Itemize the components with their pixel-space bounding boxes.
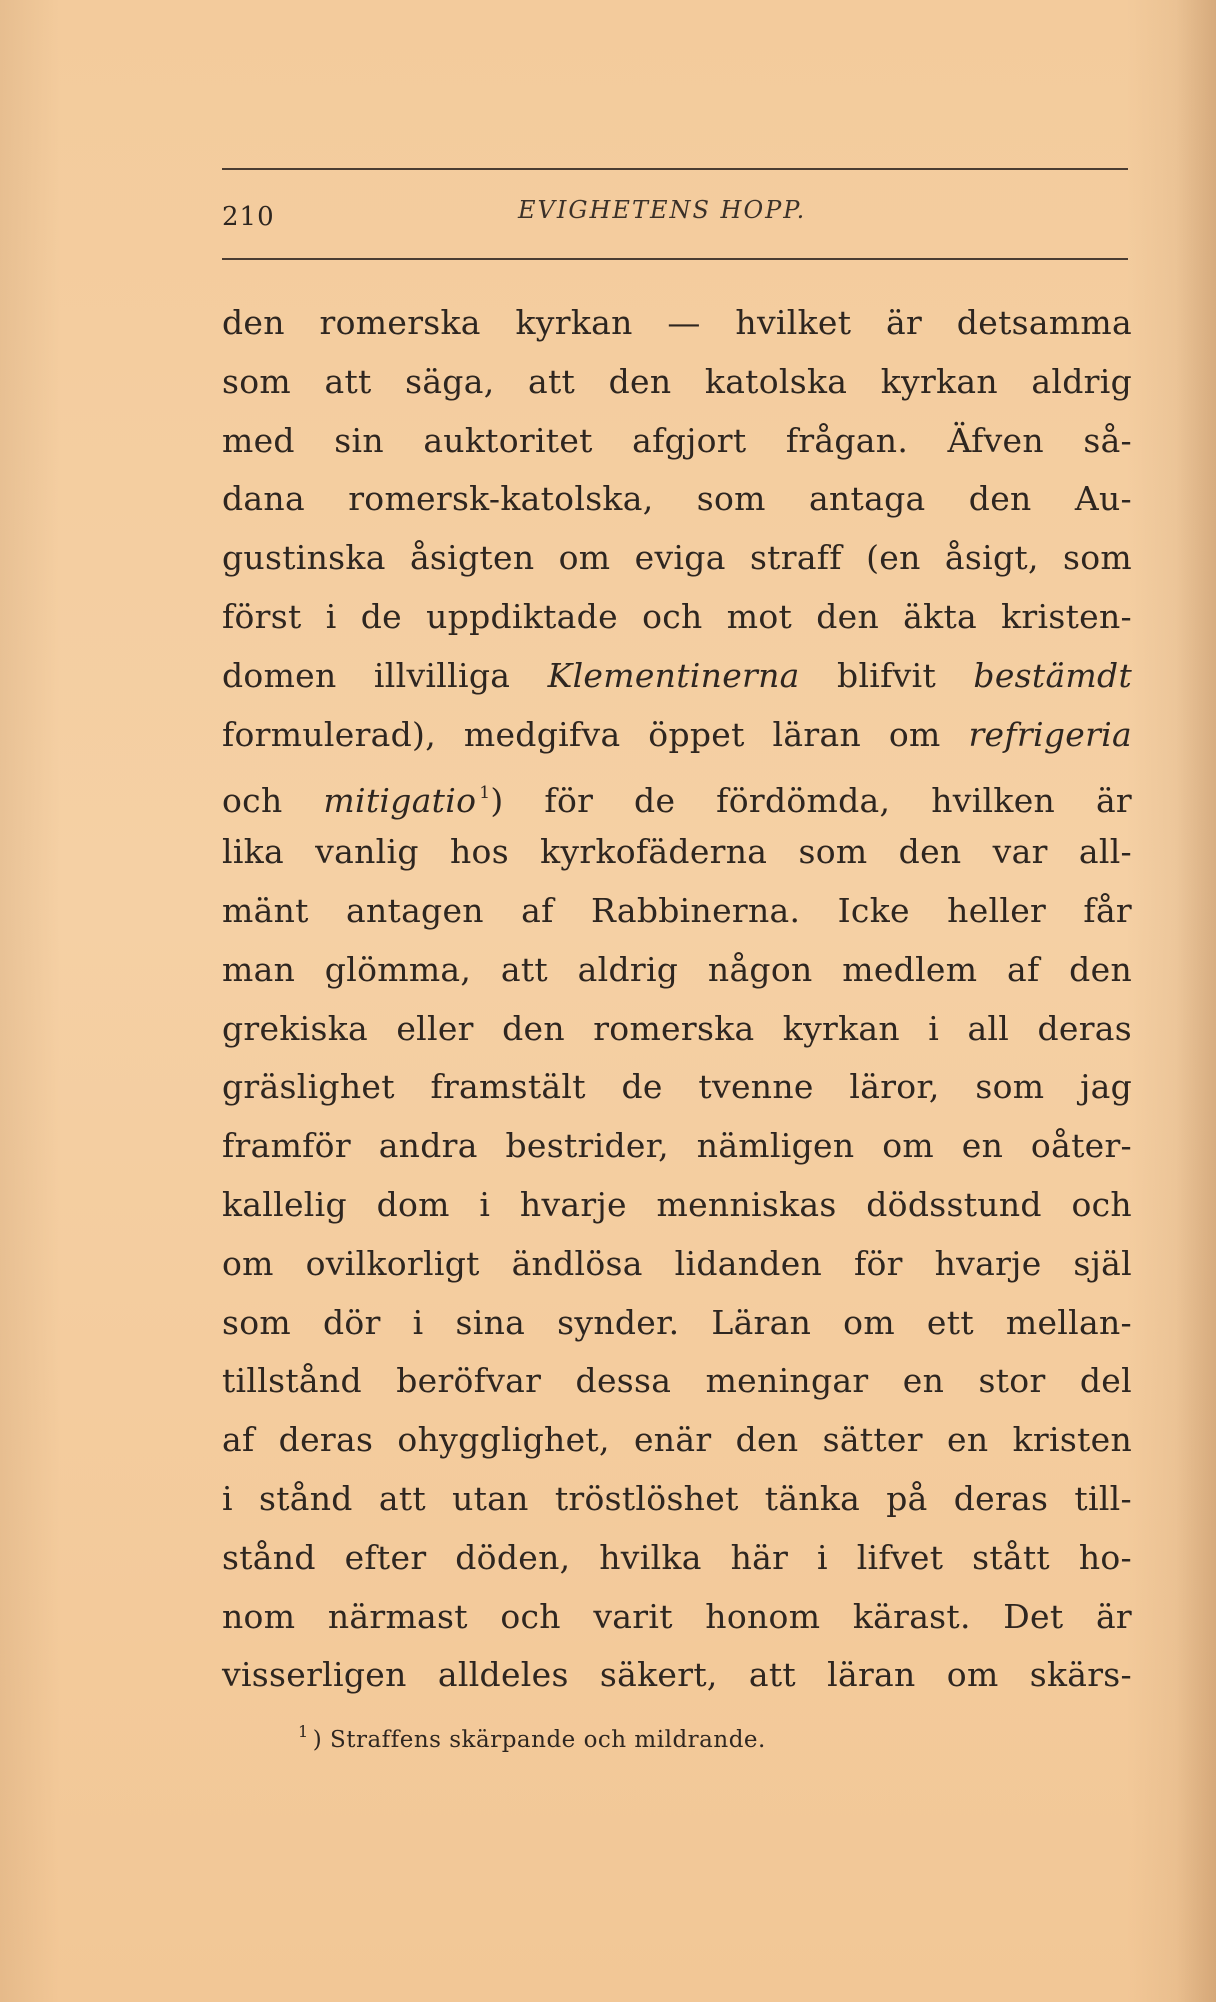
footnote-text: ) Straffens skärpande och mildrande. [312,1727,766,1753]
text-line: den romerska kyrkan — hvilket är detsamma [222,303,1132,342]
text-line: som att säga, att den katolska kyrkan aldrig [222,361,1132,401]
header-rule-bottom [222,258,1128,260]
text-line: gräslighet framstält de tvenne läror, som jag [222,1067,1132,1107]
text-line: om ovilkorligt ändlösa lidanden för hvarje själ [222,1243,1132,1283]
text-line: nom närmast och varit honom kärast. Det är [222,1596,1132,1636]
text-line: och mitigatio $^1$) för de fördömda, hvilken är [222,781,1133,821]
footnote [298,1722,766,1753]
text-line: dana romersk-katolska, som antaga den Au- [222,479,1132,519]
page-edge-shadow [1176,0,1216,2002]
text-line: grekiska eller den romerska kyrkan i all deras [222,1008,1132,1048]
text-line: tillstånd beröfvar dessa meningar en stor del [222,1361,1132,1401]
text-line: af deras ohygglighet, enär den sätter en kristen [222,1420,1132,1460]
text-line: i stånd att utan tröstlöshet tänka på deras till- [222,1478,1132,1518]
italic-term: mitigatio [323,781,477,821]
footnote-mark: 1 [298,1722,309,1741]
footnote-reference: 1 [479,783,491,804]
italic-term: refrigeria [968,714,1132,754]
text-line: med sin auktoritet afgjort frågan. Äfven så- [222,420,1132,460]
text-line: mänt antagen af Rabbinerna. Icke heller får [222,890,1132,930]
text-line: gustinska åsigten om eviga straff (en åsigt, som [222,538,1132,578]
italic-term: bestämdt [973,655,1133,695]
text-line: kallelig dom i hvarje menniskas dödsstund och [222,1184,1132,1224]
body-text [222,294,1132,1705]
text-line: domen illvilliga Klementinerna blifvit bestämdt [222,655,1133,695]
text-line: som dör i sina synder. Läran om ett mellan- [222,1302,1132,1342]
text-line: visserligen alldeles säkert, att läran om skärs- [222,1655,1132,1695]
header-rule-top [222,168,1128,170]
text-line: först i de uppdiktade och mot den äkta kristen- [222,596,1132,636]
text-line: man glömma, att aldrig någon medlem af den [222,949,1132,989]
italic-term: Klementinerna [547,655,800,695]
text-line: stånd efter döden, hvilka här i lifvet stått ho- [222,1537,1132,1577]
page-number: 210 [222,202,275,232]
text-line: lika vanlig hos kyrkofäderna som den var all- [222,832,1132,872]
text-line: framför andra bestrider, nämligen om en oåter- [222,1126,1132,1166]
running-title: EVIGHETENS HOPP. [518,196,807,224]
text-line: formulerad), medgifva öppet läran om refrigeria [222,714,1132,754]
